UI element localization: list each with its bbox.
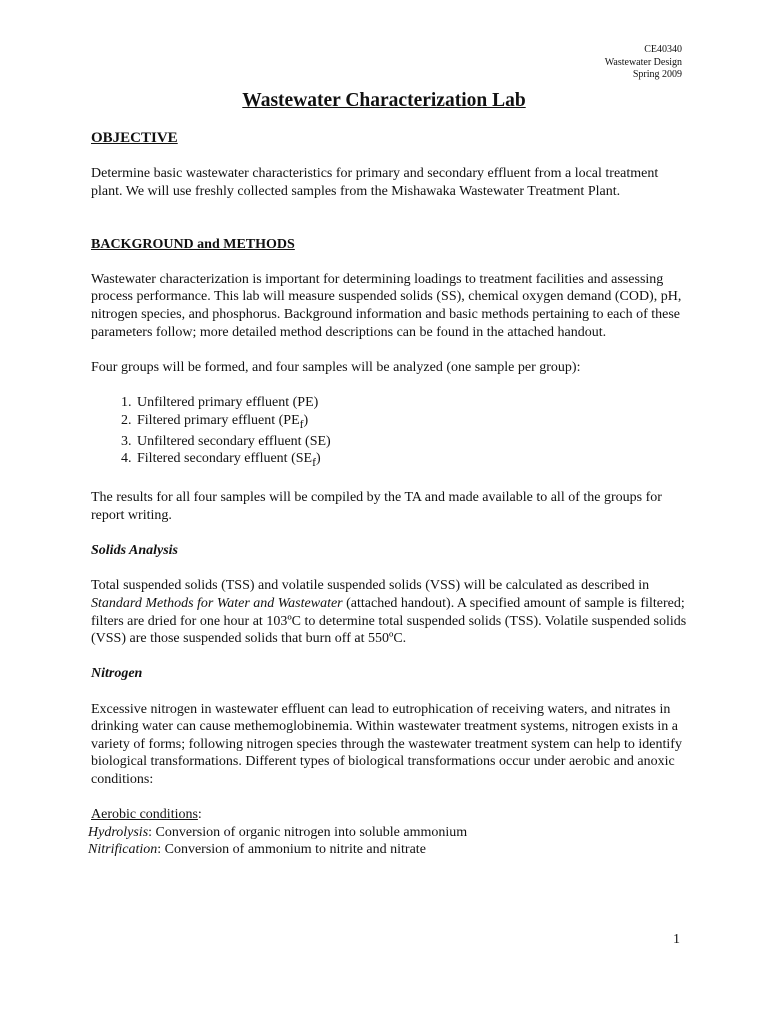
page-number: 1 [673,932,680,947]
objective-text: Determine basic wastewater characteristics for primary and secondary effluent from a local treatment plant. We will use freshly collected samples from the Mishawaka Wastewater Treatment Plant. [91,166,659,199]
nitrogen-text: Excessive nitrogen in wastewater effluent can lead to eutrophication of receiving waters, and nitrates in drinking water can cause methemoglobinemia. Within wastewater treatment systems, nitrogen exists in a variety of forms; following nitrogen species through the wastewater treatment system can help to identify biological transformations. Different types of biological transformations occur under aerobic and anoxic conditions: [91,701,682,787]
aerobic-conditions: Aerobic conditions: [91,807,202,823]
course-code: CE40340 [644,44,682,55]
background-paragraph-1: Wastewater characterization is important for determining loadings to treatment facilities and assessing process performance. This lab will measure suspended solids (SS), chemical oxygen demand (COD), pH, nitrogen species, and phosphorus. Background information and basic methods pertaining to each of these parameters follow; more detailed method descriptions can be found in the attached handout. [91,271,682,340]
nitrogen-heading: Nitrogen [91,666,143,682]
document-title: Wastewater Characterization Lab [242,90,526,111]
list-item: 1. Unfiltered primary effluent (PE) [135,394,691,412]
background-paragraph-2: Four groups will be formed, and four samples will be analyzed (one sample per group): [91,359,581,375]
solids-heading: Solids Analysis [91,543,179,559]
list-item: 4. Filtered secondary effluent $(SE_f)$ [135,450,691,471]
nitrification-definition: Nitrification: Conversion of ammonium to nitrite and nitrate [88,842,426,858]
document-body [88,130,691,859]
list-item: 3. Unfiltered secondary effluent (SE) [135,433,691,451]
hydrolysis-definition: Hydrolysis: Conversion of organic nitrogen into soluble ammonium [88,824,468,840]
term: Spring 2009 [632,69,682,80]
background-paragraph-3: The results for all four samples will be compiled by the TA and made available to all of the groups for report writing. [91,490,662,524]
background-heading: BACKGROUND and METHODS [91,236,295,252]
objective-heading: OBJECTIVE [91,130,178,146]
course-title: Wastewater Design [604,56,682,68]
list-item: 2. Filtered primary effluent $(PE_f)$ [135,412,691,433]
spacer [91,148,691,166]
document-header [605,44,682,82]
solids-text: Total suspended solids (TSS) and volatile suspended solids (VSS) will be calculated as described in Standard Methods for Water and Wastewater (attached handout). A specified amount of sample is filtered; filters are dried for one hour at 103ºC to determine total suspended solids (TSS). Volatile suspended solids (VSS) are those suspended solids that burn off at 550ºC. [91,578,687,647]
sample-list [91,394,691,472]
